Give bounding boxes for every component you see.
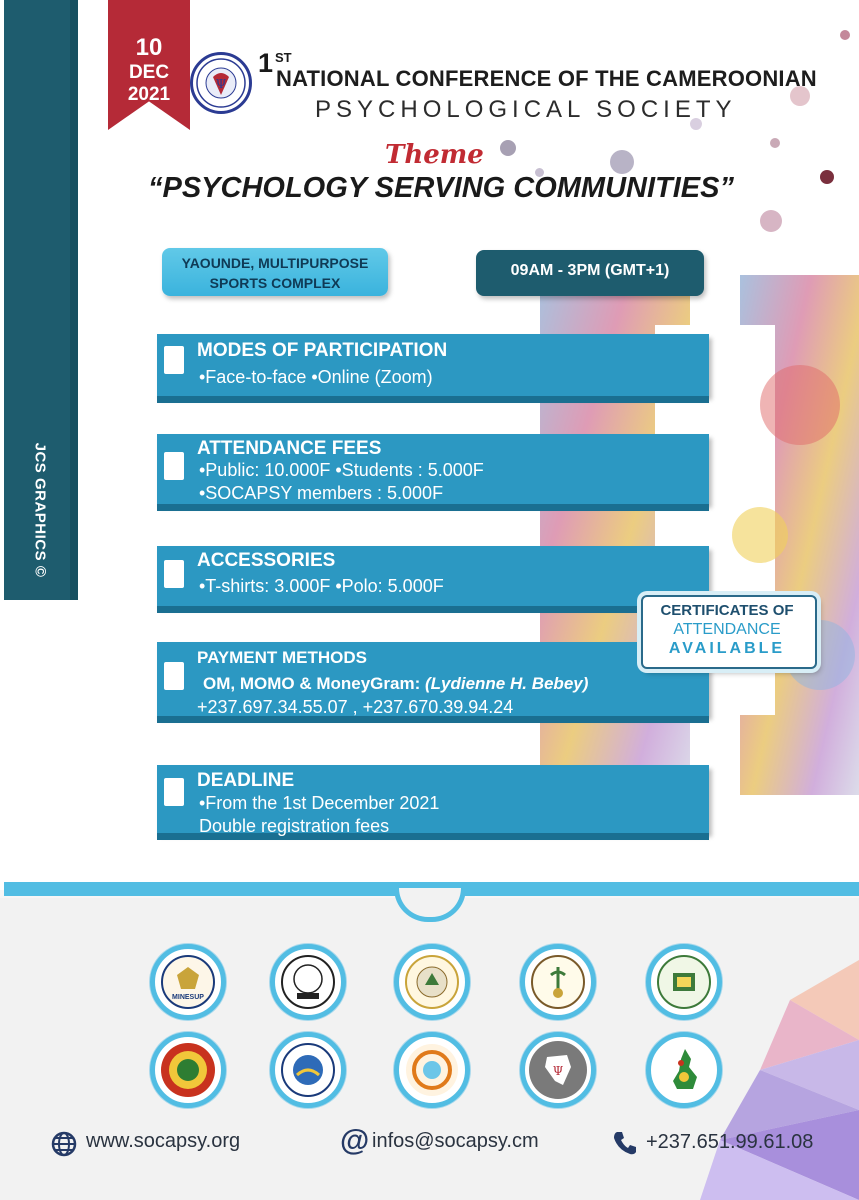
- decor-dot: [500, 140, 516, 156]
- university-of-yaounde-logo: [270, 944, 346, 1020]
- heading-title: NATIONAL CONFERENCE OF THE CAMEROONIAN: [276, 66, 817, 91]
- university-of-ngaoundere-logo: [394, 1032, 470, 1108]
- svg-text:MINESUP: MINESUP: [172, 994, 204, 1001]
- payment-checkbox-icon: [164, 662, 184, 690]
- date-year: 2021: [127, 84, 171, 105]
- credit-text: JCS GRAPHICS ©: [31, 442, 49, 578]
- accessories-title: ACCESSORIES: [197, 550, 336, 571]
- decor-dot: [610, 150, 634, 174]
- payment-operators: OM, MOMO & MoneyGram:: [203, 674, 425, 693]
- seal-emblem-icon: [193, 55, 249, 111]
- accessories-checkbox-icon: [164, 560, 184, 588]
- certificates-line-1: CERTIFICATES OF: [660, 602, 794, 619]
- side-bar-shadow: [70, 0, 78, 600]
- svg-text:Ψ: Ψ: [552, 1064, 564, 1078]
- society-seal-logo: [190, 52, 252, 114]
- at-sign-icon: @: [340, 1124, 370, 1157]
- accessories-line: •T-shirts: 3.000F •Polo: 5.000F: [199, 576, 444, 596]
- university-of-douala-logo: [270, 1032, 346, 1108]
- designer-credit: [20, 420, 60, 600]
- certificates-line-3: AVAILABLE: [668, 640, 786, 657]
- website-link[interactable]: www.socapsy.org: [86, 1130, 241, 1152]
- date-day: 10: [135, 34, 163, 61]
- phone-icon: [612, 1130, 638, 1156]
- svg-text:Ψ: Ψ: [215, 77, 227, 91]
- time-text: 09AM - 3PM (GMT+1): [510, 262, 670, 279]
- email-link[interactable]: infos@socapsy.cm: [372, 1130, 539, 1152]
- university-of-bamenda-logo: [646, 944, 722, 1020]
- fees-block-edge: [157, 504, 709, 511]
- theme-label: Theme: [385, 140, 484, 170]
- deadline-line-1: •From the 1st December 2021: [199, 793, 440, 813]
- modes-title: MODES OF PARTICIPATION: [197, 340, 448, 361]
- payment-phones: +237.697.34.55.07 , +237.670.39.94.24: [197, 697, 514, 717]
- triangle-pattern-decoration: [700, 960, 859, 1200]
- deadline-checkbox-icon: [164, 778, 184, 806]
- university-of-maroua-logo: [520, 944, 596, 1020]
- deadline-line-2: Double registration fees: [199, 816, 390, 836]
- modes-block-edge: [157, 396, 709, 403]
- minesup-logo: [150, 944, 226, 1020]
- phone-number[interactable]: +237.651.99.61.08: [646, 1131, 814, 1153]
- deadline-title: DEADLINE: [197, 770, 295, 791]
- fees-line-2: •SOCAPSY members : 5.000F: [199, 483, 444, 503]
- fees-title: ATTENDANCE FEES: [197, 438, 382, 459]
- date-month: DEC: [128, 62, 170, 83]
- payment-title: PAYMENT METHODS: [197, 648, 368, 667]
- theme-text: “PSYCHOLOGY SERVING COMMUNITIES”: [148, 172, 734, 204]
- decor-dot: [840, 30, 850, 40]
- venue-line-1: YAOUNDE, MULTIPURPOSE: [181, 255, 369, 271]
- decor-dot: [820, 170, 834, 184]
- globe-icon: [50, 1130, 78, 1158]
- university-of-dschang-logo: [150, 1032, 226, 1108]
- decor-dot: [770, 138, 780, 148]
- heading-number: 1: [258, 48, 274, 78]
- accessories-block-edge: [157, 606, 709, 613]
- payment-line-1: [203, 674, 588, 694]
- venue-line-2: SPORTS COMPLEX: [209, 275, 341, 291]
- university-of-buea-logo: [394, 944, 470, 1020]
- heading-subtitle: PSYCHOLOGICAL SOCIETY: [315, 96, 737, 123]
- modes-checkbox-icon: [164, 346, 184, 374]
- decor-dot: [760, 210, 782, 232]
- cameroon-map-logo: [646, 1032, 722, 1108]
- certificates-line-2: ATTENDANCE: [673, 621, 781, 638]
- modes-line: •Face-to-face •Online (Zoom): [199, 367, 433, 387]
- fees-line-1: •Public: 10.000F •Students : 5.000F: [199, 460, 484, 480]
- fees-checkbox-icon: [164, 452, 184, 480]
- heading-superscript: ST: [275, 50, 292, 65]
- socapsy-africa-logo: [520, 1032, 596, 1108]
- payment-recipient: (Lydienne H. Bebey): [424, 674, 589, 693]
